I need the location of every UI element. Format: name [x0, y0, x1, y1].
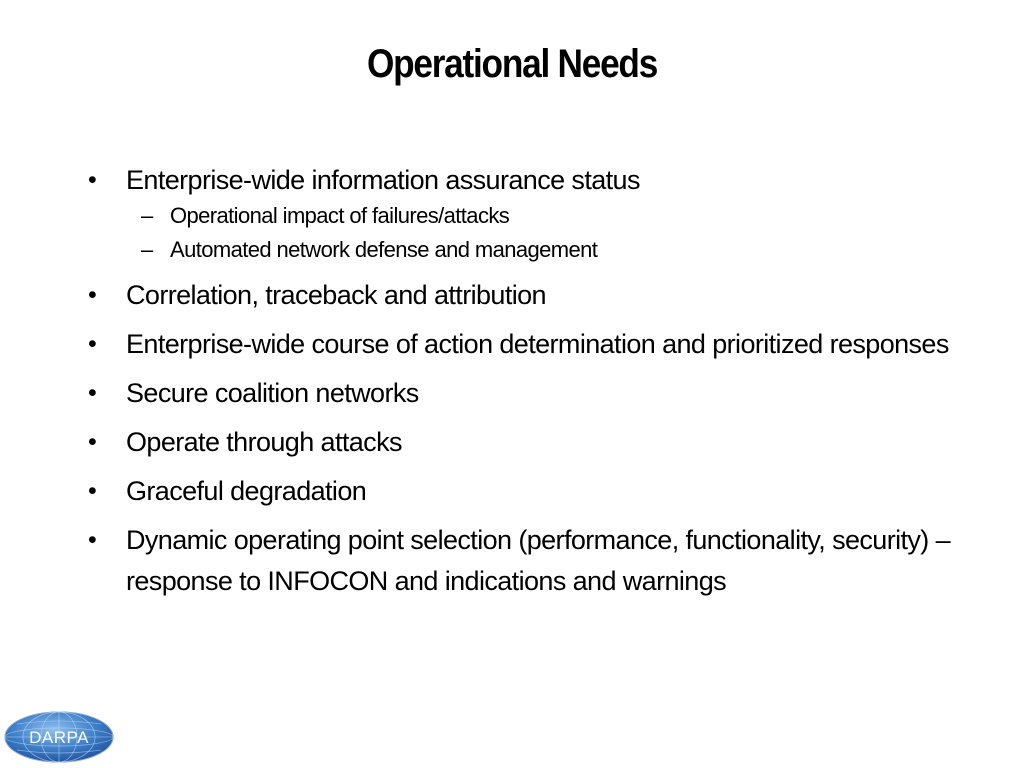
bullet-marker: •: [88, 379, 97, 407]
bullet-item: [88, 471, 968, 512]
bullet-text: Enterprise-wide course of action determination and prioritized responses: [126, 329, 949, 359]
bullet-item: [88, 160, 968, 267]
bullet-text: Correlation, traceback and attribution: [126, 280, 546, 310]
bullet-item: [88, 275, 968, 316]
bullet-marker: •: [88, 281, 97, 309]
sub-bullet-marker: –: [141, 203, 153, 228]
sub-bullet-text: Operational impact of failures/attacks: [170, 203, 510, 228]
sub-bullet-marker: –: [141, 237, 153, 262]
bullet-text: Secure coalition networks: [126, 378, 419, 408]
bullet-marker: •: [88, 477, 97, 505]
bullet-text: Dynamic operating point selection (performance, functionality, security) – response to INFOCON and indications and warnings: [126, 525, 951, 596]
sub-bullet-list: [126, 199, 968, 267]
sub-bullet-text: Automated network defense and management: [170, 237, 598, 262]
darpa-logo: [3, 710, 115, 764]
bullet-marker: •: [88, 166, 97, 194]
bullet-item: [88, 324, 968, 365]
bullet-list: [88, 160, 968, 610]
slide-title: Operational Needs: [366, 42, 658, 86]
bullet-item: [88, 373, 968, 414]
bullet-text: Enterprise-wide information assurance status: [126, 165, 640, 195]
bullet-marker: •: [88, 526, 97, 554]
bullet-item: [88, 422, 968, 463]
bullet-text: Operate through attacks: [126, 427, 402, 457]
sub-bullet-item: [126, 199, 968, 233]
logo-text: DARPA: [29, 728, 89, 747]
bullet-marker: •: [88, 330, 97, 358]
bullet-marker: •: [88, 428, 97, 456]
bullet-item: [88, 520, 968, 602]
sub-bullet-item: [126, 233, 968, 267]
bullet-text: Graceful degradation: [126, 476, 367, 506]
